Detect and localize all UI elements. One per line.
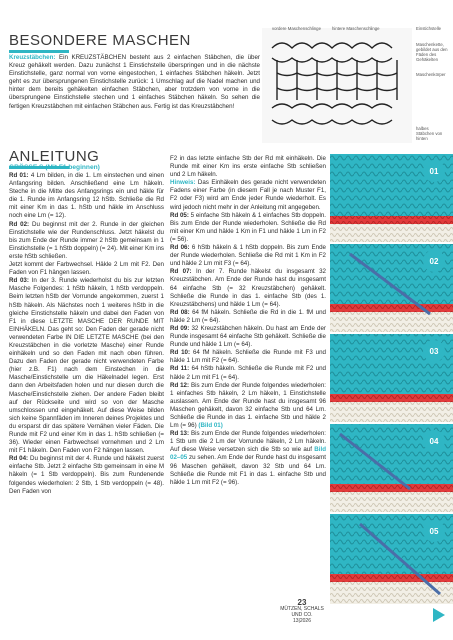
instruction-paragraph <box>9 221 164 261</box>
instruction-paragraph <box>170 268 326 308</box>
diagram-label-stitch-chain: Maschenkette, gebildet aus den Fäden des Gehäkelten <box>416 42 448 62</box>
image-reference: (Bild 01) <box>198 422 223 430</box>
section-title-instructions: ANLEITUNG <box>9 148 99 169</box>
size-heading: GRÖSSE S (Mit F1 beginnen) <box>9 164 100 171</box>
stitch-diagram-graphic <box>262 28 412 143</box>
instruction-text: Jetzt kommt der Farbwechsel. Häkle 2 Lm mit F2. Den Faden von F1 hängen lassen. <box>9 261 164 277</box>
instruction-paragraph <box>170 430 326 487</box>
instruction-text: 5 einfache Stb häkeln & 1 einfaches Stb doppeln. Bis zum Ende der Runde wiederholen. Schließe die Rd mit einer Km und häkle 1 Km in F1 und häkle 1 Lm in F2 (= 56). <box>170 211 326 243</box>
instruction-text: Du beginnst mit der 4. Runde und häkelst zuerst einfache Stb. Jetzt 2 einfache Stb gemeinsam in eine M häkeln (= 1 Stb verdoppeln). Bis zum Rundenende folgendes wiederholen: 2 Stb, 1 Stb verdoppeln (= 48). Den Faden von <box>9 455 164 495</box>
instruction-paragraph <box>170 325 326 349</box>
section-title-special-stitches: BESONDERE MASCHEN <box>9 32 191 53</box>
instruction-text: 4 Lm bilden, in die 1. Lm einstechen und einen Anfangsring bilden. Anschließend eine Lm häkeln. Steche in die Mitte des Anfangsrings ein und häkle für die 1. Runde im Anfangsring 12 hStb. Schließe die Rd mit einer Km in das 1. hStb und häkle im Anschluss noch eine Lm (= 12). <box>9 172 164 220</box>
instruction-text: Bis zum Ende der Runde folgendes wiederholen: 1 einfaches Stb häkeln, 2 Lm häkeln, 1 Einstichstelle auslassen. Am Ende der Runde hast du insgesamt 96 Maschen gehäkelt, davon 32 einfache Stb und 64 Lm. Schließe die Runde in das 1. einfache Stb und häkle 2 Lm (= 96) <box>170 381 326 430</box>
step-badge-01: 01 <box>423 160 445 182</box>
instruction-text: 32 Kreuzstäbchen häkeln. Du hast am Ende der Runde insgesamt 64 einfache Stb gehäkelt. Schließe die Runde und häkle 1 Lm (= 64). <box>170 324 326 349</box>
diagram-label-back-loop: hintere Maschenschlinge <box>332 26 380 31</box>
round-label: Rd 11: <box>170 365 190 373</box>
instruction-text: Das Einhäkeln des gerade nicht verwendeten Fadens einer Farbe (in diesem Fall je nach Muster F1, F2 oder F3) wird am Ende jeder Runde wiederholt. Es wird jedoch nicht mehr in der Anleitung mit angegeben. <box>170 179 326 211</box>
instruction-paragraph <box>9 261 164 277</box>
round-label: Hinweis: <box>170 179 196 187</box>
magazine-name-1: MÜTZEN, SCHALS <box>280 606 324 612</box>
instruction-text: In der 3. Runde wiederholst du bis zur letzten Masche Folgendes: 1 hStb häkeln, 1 hStb verdoppeln. Beim letzten hStb der Vorrunde angekommen, zuerst 1 hStb häkeln. Als Nächstes noch 1 weiteres hStb in die gleiche Einstichstelle häkeln und dabei den Faden von F1 in diese LETZTE MASCHE DER RUNDE MIT EINHÄKELN. Das geht so: Den Faden der gerade nicht verwendeten Farbe IN DIE LETZTE MASCHE (bei den Kreuzstäbchen in die vorletzte Masche) einer Runde einhäkeln und so den Faden mit nach oben führen. Dazu den Faden der gerade nicht verwendeten Farbe (hier z.B. F1) nach dem Einstechen in die Masche/Einstichstelle um die Häkelnadel legen. Erst dann den Arbeitsfaden holen und nur diesen durch die Masche/Einstichstelle ziehen. Der andere Faden bleibt auf der Rückseite und wird so von der Masche umschlossen und eingehäkelt. Auf diese Weise bilden sich keine Spannfäden im Inneren deines Projektes und du ersparst dir das spätere Vernähen vieler Fäden. Die Runde mit F2 und einer Km in das 1. hStb schließen (= 36). Wieder einen Farbwechsel vornehmen und 2 Lm mit F1 häkeln. Den Faden von F2 hängen lassen. <box>9 277 164 455</box>
instruction-paragraph <box>9 455 164 495</box>
instruction-paragraph <box>170 155 326 179</box>
round-label: Rd 13: <box>170 430 190 438</box>
instructions-column-2 <box>170 155 326 487</box>
round-label: Rd 08: <box>170 308 190 316</box>
instruction-paragraph <box>9 277 164 455</box>
stitch-diagram <box>262 28 452 148</box>
instruction-paragraph <box>170 309 326 325</box>
step-badge-03: 03 <box>423 340 445 362</box>
next-page-arrow-icon[interactable] <box>433 608 445 622</box>
paragraph <box>9 54 260 111</box>
instructions-column-1 <box>9 172 164 496</box>
round-label: Rd 01: <box>9 172 29 179</box>
instruction-text: 64 fM häkeln. Schließe die Runde mit F3 und häkle 1 Lm mit F2 (= 64). <box>170 349 326 365</box>
issue-number: 13|2026 <box>293 618 311 624</box>
instruction-paragraph <box>170 212 326 244</box>
round-label: Rd 02: <box>9 220 30 228</box>
step-badge-05: 05 <box>423 520 445 542</box>
diagram-label-front-loop: vordere Maschenschlinge <box>272 26 321 31</box>
step-photos <box>330 154 453 604</box>
round-label: Rd 12: <box>170 381 190 389</box>
magazine-name-2: UND CO. <box>291 612 313 618</box>
instruction-text: 6 hStb häkeln & 1 hStb doppeln. Bis zum Ende der Runde wiederholen. Schließe die Rd mit 1 Km in F2 und häkle 2 Lm mit F3 (= 64). <box>170 244 326 268</box>
page-footer <box>272 600 332 624</box>
instruction-text: In der 7. Runde häkelst du insgesamt 32 Kreuzstäbchen. Am Ende der Runde hast du insgesamt 64 einfache Stb (= 32 Kreuzstäbchen) gehäkelt. Schließe die Runde in das 1. einfache Stb (des 1. Kreuzstäbchens) und häkle 1 Lm (= 64). <box>170 268 326 308</box>
round-label: Rd 06: <box>170 244 190 252</box>
instruction-paragraph <box>170 365 326 381</box>
instruction-paragraph <box>170 349 326 365</box>
step-badge-02: 02 <box>423 250 445 272</box>
instruction-text: 64 fM häkeln. Schließe die Rd in die 1. fM und häkle 2 Lm (= 64). <box>170 308 326 324</box>
image-reference: Bild 02–05 <box>170 446 326 462</box>
round-label: Rd 03: <box>9 277 29 285</box>
diagram-label-stitch-body: Maschenkörper <box>416 72 446 77</box>
instruction-text: Bis zum Ende der Runde folgendes wiederholen: 1 Stb um die 2 Lm der Vorrunde häkeln, 2 Lm häkeln. Auf diese Weise versetzen sich die Stb so wie auf <box>170 430 326 454</box>
round-label: Rd 10: <box>170 349 191 357</box>
instruction-text: Du beginnst mit der 2. Runde in der gleichen Einstichstelle wie der Rundenschluss. Jetzt häkelst du bis zum Ende der Runde immer 2 hStb gemeinsam in 1 Einstichstelle (= 1 hStb doppeln) (= 24). Mit einer Km ins erste hStb schließen. <box>9 220 164 260</box>
page-number: 23 <box>297 598 307 607</box>
step-badge-04: 04 <box>423 430 445 452</box>
paragraph-label: Kreuzstäbchen: <box>9 54 56 61</box>
diagram-label-insertion-point: Einstichstelle <box>416 26 442 31</box>
round-label: Rd 09: <box>170 324 190 332</box>
instruction-text-continued: zu sehen. Am Ende der Runde hast du insgesamt 96 Maschen gehäkelt, davon 32 Stb und 64 Lm. Schließe die Runde mit F1 in das 1. einfache Stb und häkle 1 Lm mit F2 (= 96). <box>170 454 326 486</box>
diagram-label-half-dc-back: halbes Stäbchen von hinten <box>416 126 443 141</box>
round-label: Rd 07: <box>170 268 192 276</box>
instruction-text: F2 in das letzte einfache Stb der Rd mit einhäkeln. Die Runde mit einer Km ins erste einfache Stb schließen und 2 Lm häkeln. <box>170 155 326 179</box>
paragraph-body: Ein KREUZSTÄBCHEN besteht aus 2 einfachen Stäbchen, die über Kreuz gehäkelt werden. Dazu zunächst 1 Einstichstelle überspringen und in die nächste Einstichstelle, ganz normal von vorne eingestochen, 1 einfaches Stäbchen häkeln. Jetzt geht es zur übersprungenen Einstichstelle zurück: 1 Umschlag auf die Nadel machen und hinter dem bereits gehäkelten einfachen Stäbchen, aber trotzdem von vorne in die übersprungene Einstichstelle stechen und 1 einfaches Stäbchen häkeln. So sehen die fertigen Kreuzstäbchen mit einfachen Stäbchen aus. Fertig ist das Kreuzstäbchen! <box>9 54 260 110</box>
round-label: Rd 05: <box>170 211 189 219</box>
instruction-paragraph <box>9 172 164 221</box>
special-stitches-text <box>9 54 260 111</box>
instruction-paragraph <box>170 382 326 431</box>
instruction-paragraph <box>170 179 326 211</box>
instruction-text: 64 hStb häkeln. Schließe die Runde mit F2 und häkle 2 Lm mit F1 (= 64). <box>170 365 326 381</box>
instruction-paragraph <box>170 244 326 268</box>
round-label: Rd 04: <box>9 455 29 463</box>
